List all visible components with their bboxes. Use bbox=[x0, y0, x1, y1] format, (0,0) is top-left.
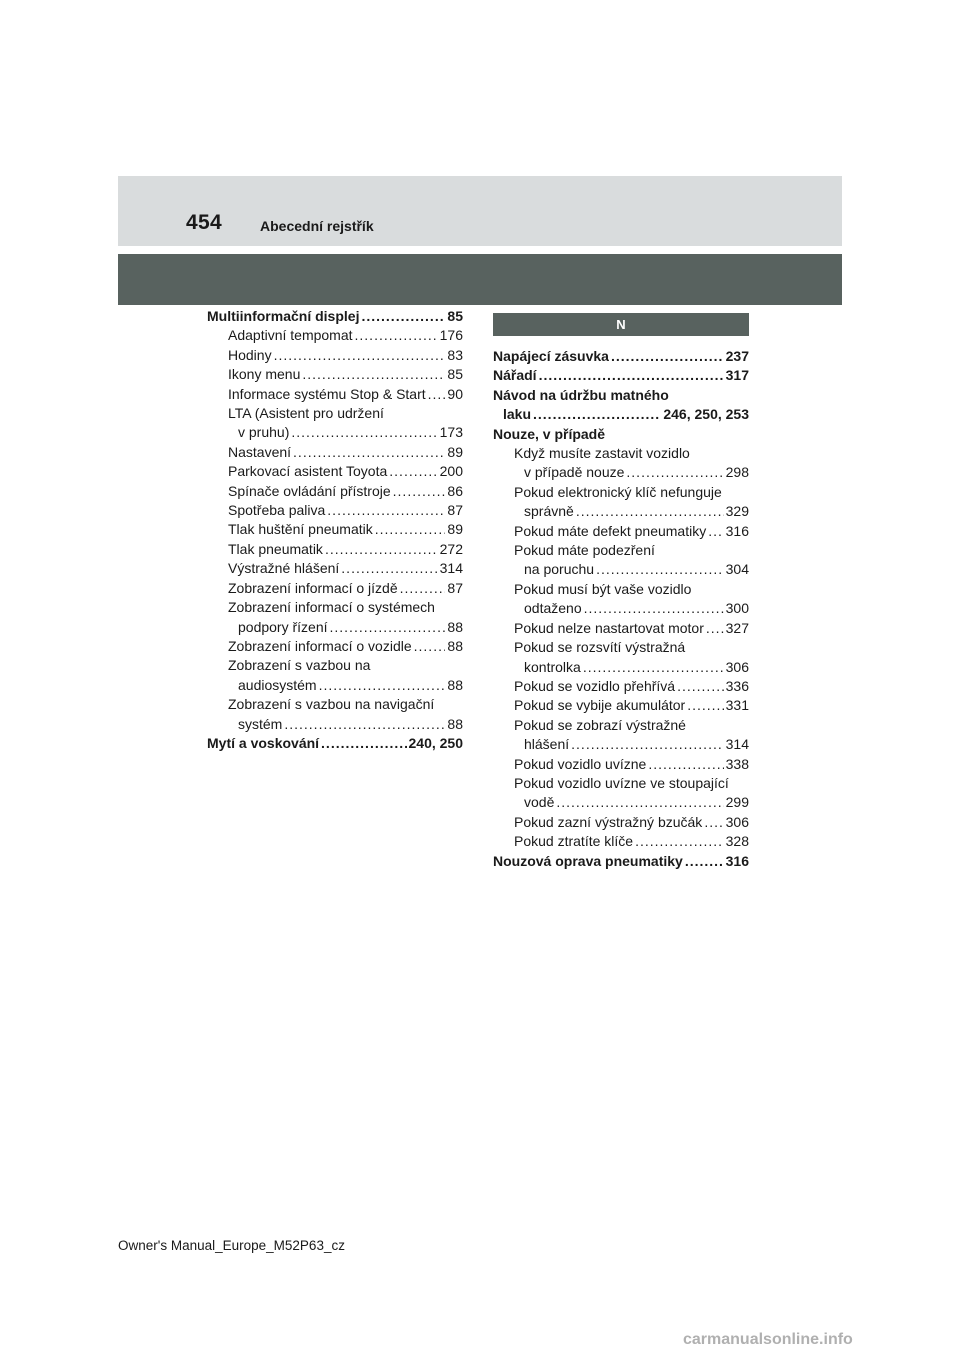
entry-term: Informace systému Stop & Start bbox=[228, 385, 426, 402]
entry-page-ref: 89 bbox=[447, 443, 463, 460]
index-entry bbox=[207, 598, 463, 617]
index-entry bbox=[493, 755, 749, 774]
dot-leader bbox=[685, 852, 724, 871]
entry-page-ref: 329 bbox=[725, 503, 749, 520]
dot-leader bbox=[361, 307, 445, 326]
entry-term: Když musíte zastavit vozidlo bbox=[514, 445, 690, 462]
dot-leader bbox=[341, 559, 437, 578]
index-entry bbox=[493, 735, 749, 754]
letter-heading: N bbox=[493, 313, 749, 336]
entry-term: Pokud se zobrazí výstražné bbox=[514, 716, 686, 733]
section-title: Abecední rejstřík bbox=[260, 218, 374, 234]
index-entry bbox=[207, 520, 463, 539]
entry-term: LTA (Asistent pro udržení bbox=[228, 405, 384, 422]
dot-leader bbox=[389, 462, 437, 481]
index-entry bbox=[493, 502, 749, 521]
dot-leader bbox=[274, 346, 446, 365]
entry-page-ref: 88 bbox=[447, 676, 463, 693]
entry-page-ref: 336 bbox=[725, 677, 749, 694]
dot-leader bbox=[584, 599, 724, 618]
entry-term: Pokud se vozidlo přehřívá bbox=[514, 677, 676, 694]
entry-term: Zobrazení s vazbou na bbox=[228, 657, 371, 674]
entry-term: Zobrazení informací o jízdě bbox=[228, 579, 398, 596]
entry-page-ref: 88 bbox=[447, 618, 463, 635]
entry-page-ref: 338 bbox=[725, 755, 749, 772]
entry-page-ref: 87 bbox=[447, 502, 463, 519]
index-entry bbox=[493, 696, 749, 715]
entry-term: Ikony menu bbox=[228, 366, 301, 383]
entry-term: hlášení bbox=[524, 736, 570, 753]
dot-leader bbox=[355, 326, 438, 345]
index-entry bbox=[207, 385, 463, 404]
index-entry bbox=[493, 832, 749, 851]
entry-page-ref: 88 bbox=[447, 715, 463, 732]
index-entry bbox=[493, 366, 749, 385]
entry-term: Návod na údržbu matného bbox=[493, 386, 669, 403]
entry-term: Pokud elektronický klíč nefunguje bbox=[514, 483, 722, 500]
dot-leader bbox=[687, 696, 723, 715]
index-entry bbox=[493, 852, 749, 871]
dot-leader bbox=[539, 366, 724, 385]
entry-term: Spotřeba paliva bbox=[228, 502, 326, 519]
entry-term: Nouzová oprava pneumatiky bbox=[493, 852, 683, 869]
entry-term: Nářadí bbox=[493, 367, 537, 384]
index-entry bbox=[207, 656, 463, 675]
index-entries-right bbox=[493, 347, 749, 871]
entry-term: Nastavení bbox=[228, 443, 292, 460]
dot-leader bbox=[375, 520, 446, 539]
dot-leader bbox=[635, 832, 724, 851]
entry-page-ref: 306 bbox=[725, 813, 749, 830]
index-entry bbox=[493, 405, 749, 424]
entry-page-ref: 314 bbox=[439, 560, 463, 577]
dot-leader bbox=[291, 423, 437, 442]
index-entry bbox=[493, 638, 749, 657]
dot-leader bbox=[583, 658, 724, 677]
entry-term: Hodiny bbox=[228, 346, 272, 363]
dot-leader bbox=[293, 443, 445, 462]
index-entry bbox=[207, 618, 463, 637]
footer-text: Owner's Manual_Europe_M52P63_cz bbox=[118, 1238, 345, 1253]
index-entry bbox=[207, 365, 463, 384]
entry-page-ref: 240, 250 bbox=[408, 734, 463, 751]
page-number: 454 bbox=[186, 211, 222, 234]
dot-leader bbox=[330, 618, 446, 637]
entry-term: Tlak pneumatik bbox=[228, 540, 323, 557]
dot-leader bbox=[393, 482, 446, 501]
entry-term: vodě bbox=[524, 794, 555, 811]
entry-term: Pokud se vybije akumulátor bbox=[514, 697, 686, 714]
index-entry bbox=[493, 813, 749, 832]
entry-term: v případě nouze bbox=[524, 464, 625, 481]
entry-page-ref: 304 bbox=[725, 561, 749, 578]
entry-page-ref: 328 bbox=[725, 833, 749, 850]
entry-page-ref: 87 bbox=[447, 579, 463, 596]
dot-leader bbox=[327, 501, 445, 520]
entry-page-ref: 299 bbox=[725, 794, 749, 811]
entry-term: Pokud nelze nastartovat motor bbox=[514, 619, 704, 636]
dot-leader bbox=[576, 502, 724, 521]
entry-page-ref: 85 bbox=[447, 366, 463, 383]
entry-page-ref: 272 bbox=[439, 540, 463, 557]
index-entry bbox=[207, 326, 463, 345]
entry-term: Pokud vozidlo uvízne bbox=[514, 755, 647, 772]
index-entry bbox=[207, 307, 463, 326]
index-entry bbox=[493, 463, 749, 482]
index-entry bbox=[493, 774, 749, 793]
dot-leader bbox=[325, 540, 438, 559]
index-entry bbox=[493, 444, 749, 463]
index-entry bbox=[207, 346, 463, 365]
entry-term: podpory řízení bbox=[238, 618, 328, 635]
index-entry bbox=[207, 404, 463, 423]
entry-page-ref: 306 bbox=[725, 658, 749, 675]
index-entry bbox=[207, 559, 463, 578]
entry-term: laku bbox=[503, 406, 532, 423]
index-entry bbox=[493, 619, 749, 638]
index-entry bbox=[207, 676, 463, 695]
dot-leader bbox=[571, 735, 723, 754]
dot-leader bbox=[677, 677, 724, 696]
index-entry bbox=[493, 716, 749, 735]
entry-page-ref: 300 bbox=[725, 600, 749, 617]
index-entry bbox=[207, 540, 463, 559]
entry-term: Parkovací asistent Toyota bbox=[228, 463, 388, 480]
index-entry bbox=[493, 541, 749, 560]
entry-page-ref: 85 bbox=[447, 308, 463, 324]
entry-page-ref: 314 bbox=[725, 736, 749, 753]
dot-leader bbox=[284, 715, 445, 734]
index-entry bbox=[493, 599, 749, 618]
entry-term: Pokud zazní výstražný bzučák bbox=[514, 813, 703, 830]
index-entry bbox=[493, 793, 749, 812]
index-entry bbox=[207, 423, 463, 442]
dot-leader bbox=[611, 347, 724, 366]
entry-page-ref: 88 bbox=[447, 637, 463, 654]
entry-page-ref: 316 bbox=[725, 522, 749, 539]
entry-term: Zobrazení s vazbou na navigační bbox=[228, 696, 435, 713]
dot-leader bbox=[648, 755, 723, 774]
entry-term: na poruchu bbox=[524, 561, 595, 578]
index-entry bbox=[493, 677, 749, 696]
entry-page-ref: 246, 250, 253 bbox=[663, 406, 749, 423]
entry-term: Pokud ztratíte klíče bbox=[514, 833, 634, 850]
entry-term: Pokud máte defekt pneumatiky bbox=[514, 522, 707, 539]
dot-leader bbox=[321, 734, 406, 753]
index-entry bbox=[493, 658, 749, 677]
entry-term: audiosystém bbox=[238, 676, 317, 693]
watermark: carmanualsonline.info bbox=[683, 1331, 853, 1348]
index-entry bbox=[207, 501, 463, 520]
entry-term: Zobrazení informací o systémech bbox=[228, 599, 435, 616]
index-entry bbox=[207, 715, 463, 734]
entry-page-ref: 176 bbox=[439, 327, 463, 344]
dot-leader bbox=[704, 813, 723, 832]
dot-leader bbox=[428, 385, 446, 404]
index-entry bbox=[207, 443, 463, 462]
entry-term: Napájecí zásuvka bbox=[493, 348, 609, 364]
index-column-left bbox=[207, 307, 463, 753]
entry-page-ref: 200 bbox=[439, 463, 463, 480]
entry-page-ref: 317 bbox=[725, 367, 749, 384]
index-entry bbox=[493, 522, 749, 541]
entry-term: správně bbox=[524, 503, 574, 520]
dot-leader bbox=[533, 405, 661, 424]
entry-term: Zobrazení informací o vozidle bbox=[228, 637, 412, 654]
dot-leader bbox=[596, 560, 724, 579]
index-entry bbox=[493, 347, 749, 366]
dot-leader bbox=[414, 637, 446, 656]
entry-term: Multiinformační displej bbox=[207, 308, 360, 324]
entry-page-ref: 316 bbox=[725, 852, 749, 869]
index-entry bbox=[493, 560, 749, 579]
header-bar bbox=[118, 254, 842, 305]
entry-page-ref: 89 bbox=[447, 521, 463, 538]
index-entry bbox=[207, 462, 463, 481]
index-entry bbox=[493, 580, 749, 599]
index-entry bbox=[207, 637, 463, 656]
entry-page-ref: 90 bbox=[447, 385, 463, 402]
entry-term: Nouze, v případě bbox=[493, 425, 606, 442]
entry-page-ref: 83 bbox=[447, 346, 463, 363]
entry-term: v pruhu) bbox=[238, 424, 290, 441]
entry-term: odtaženo bbox=[524, 600, 582, 617]
entry-page-ref: 327 bbox=[725, 619, 749, 636]
entry-term: Pokud musí být vaše vozidlo bbox=[514, 580, 692, 597]
entry-term: systém bbox=[238, 715, 283, 732]
index-entry bbox=[493, 483, 749, 502]
entry-page-ref: 331 bbox=[725, 697, 749, 714]
index-entry bbox=[493, 386, 749, 405]
entry-term: Výstražné hlášení bbox=[228, 560, 340, 577]
entry-term: Pokud vozidlo uvízne ve stoupající bbox=[514, 774, 729, 791]
entry-term: Mytí a voskování bbox=[207, 734, 320, 751]
index-entry bbox=[493, 425, 749, 444]
dot-leader bbox=[706, 619, 724, 638]
dot-leader bbox=[556, 793, 723, 812]
entry-term: Spínače ovládání přístroje bbox=[228, 482, 391, 499]
entry-term: Adaptivní tempomat bbox=[228, 327, 353, 344]
entry-page-ref: 173 bbox=[439, 424, 463, 441]
entry-term: Pokud máte podezření bbox=[514, 542, 655, 559]
index-column-right bbox=[493, 307, 749, 871]
index-entry bbox=[207, 734, 463, 753]
index-entry bbox=[207, 482, 463, 501]
entry-term: Tlak huštění pneumatik bbox=[228, 521, 373, 538]
dot-leader bbox=[626, 463, 723, 482]
dot-leader bbox=[400, 579, 446, 598]
entry-term: kontrolka bbox=[524, 658, 581, 675]
dot-leader bbox=[302, 365, 445, 384]
entry-term: Pokud se rozsvítí výstražná bbox=[514, 639, 686, 656]
dot-leader bbox=[319, 676, 446, 695]
entry-page-ref: 237 bbox=[725, 348, 749, 364]
entry-page-ref: 298 bbox=[725, 464, 749, 481]
entry-page-ref: 86 bbox=[447, 482, 463, 499]
index-entry bbox=[207, 579, 463, 598]
dot-leader bbox=[708, 522, 723, 541]
index-entry bbox=[207, 695, 463, 714]
